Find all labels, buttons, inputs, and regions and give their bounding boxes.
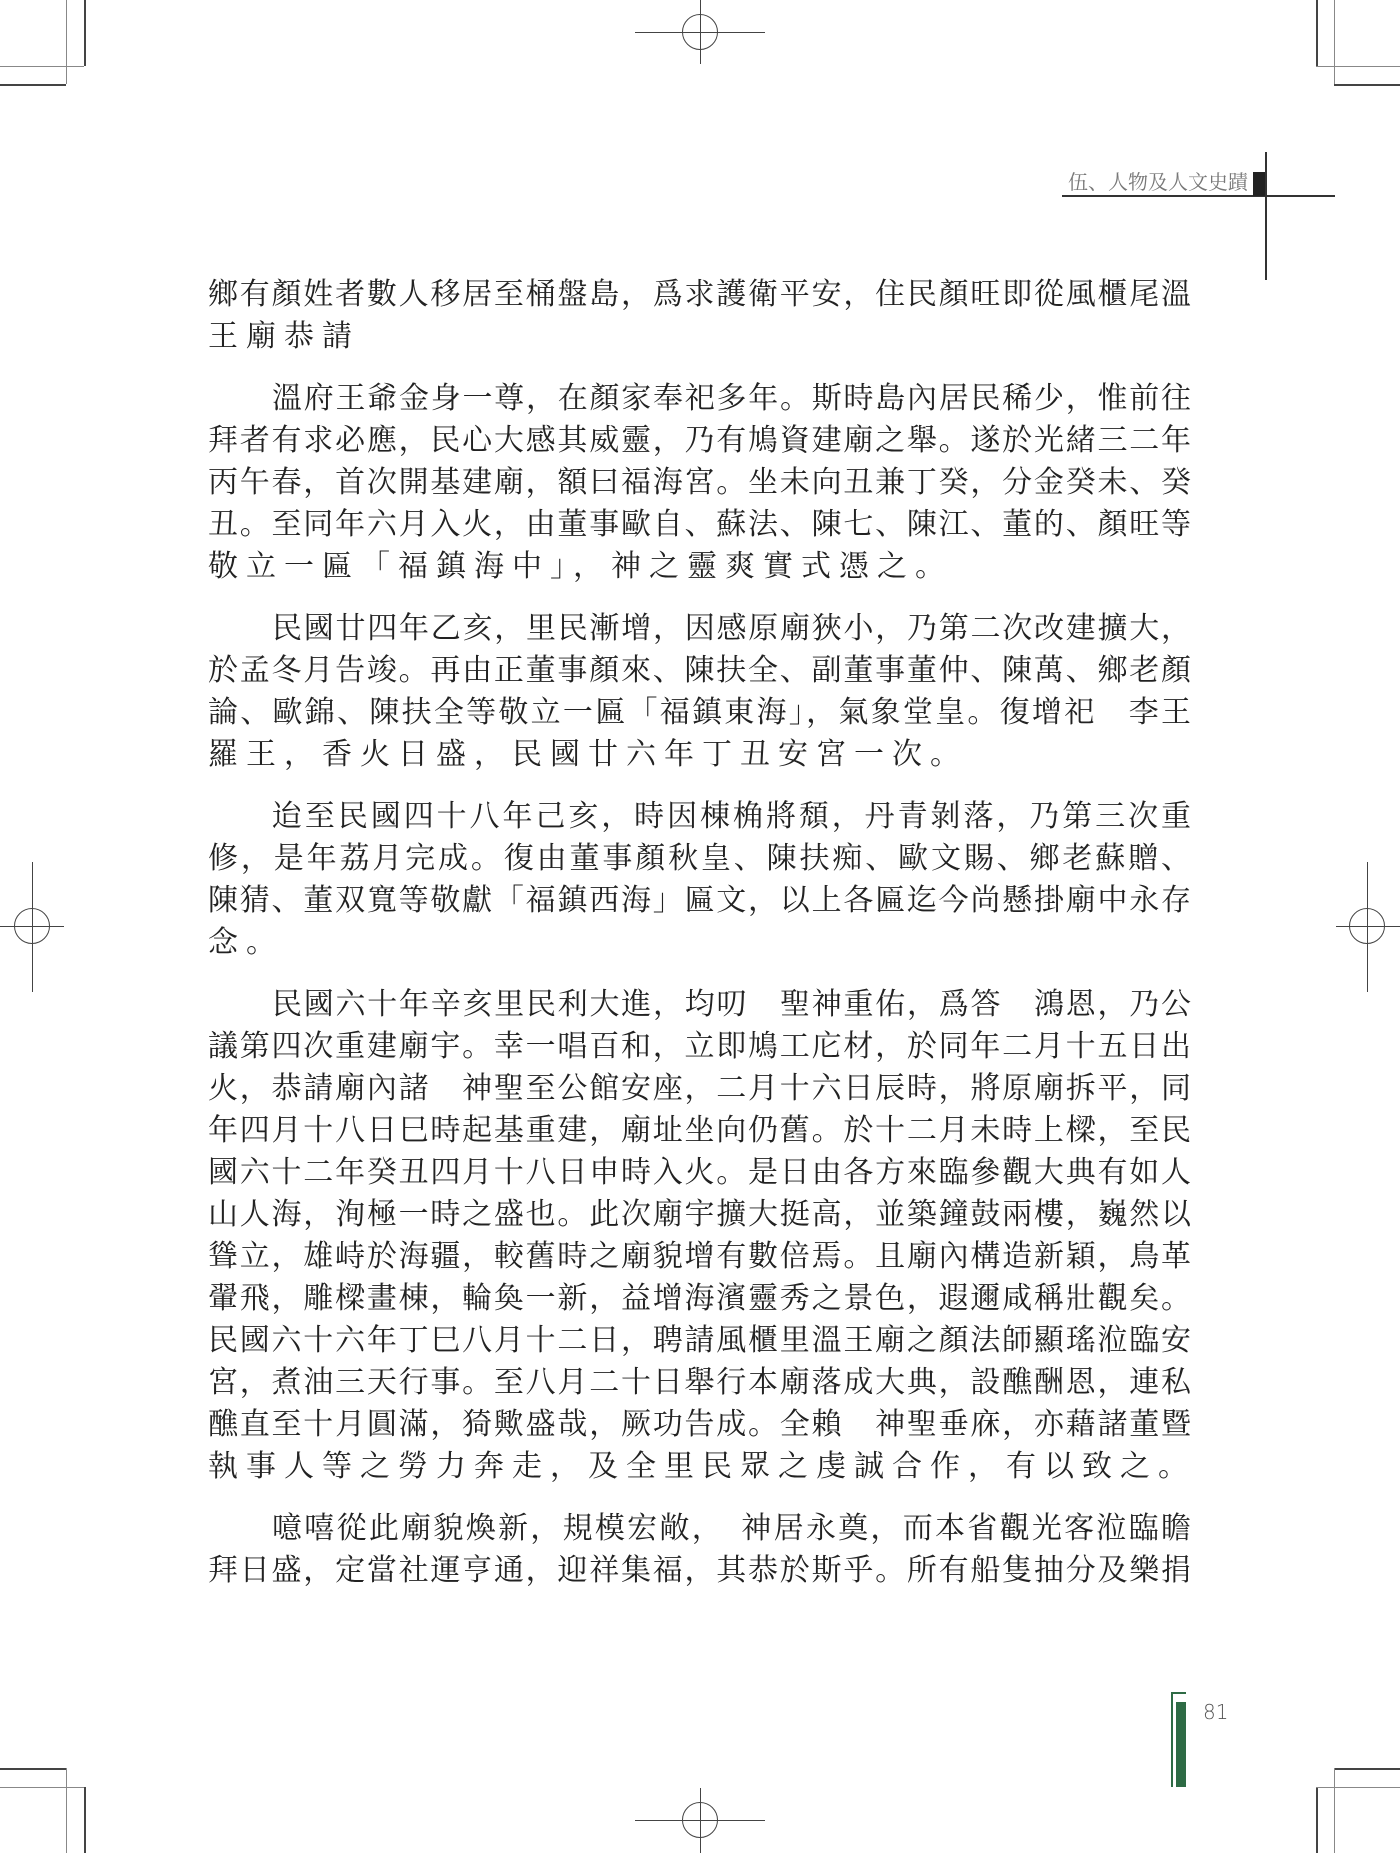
text-line: 聳立，雄峙於海疆，較舊時之廟貌增有數倍焉。且廟內構造新穎，鳥革 <box>208 1239 1192 1274</box>
registration-line <box>700 0 701 64</box>
page-number-bar <box>1176 1702 1186 1787</box>
text-line: 拜日盛，定當社運亨通，迎祥集福，其恭於斯乎。所有船隻抽分及樂捐 <box>208 1553 1192 1588</box>
text-line: 火，恭請廟內諸 神聖至公館安座，二月十六日辰時，將原廟拆平，同 <box>208 1071 1192 1106</box>
page-number: 81 <box>1203 1700 1229 1724</box>
text-line: 國六十二年癸丑四月十八日申時入火。是日由各方來臨參觀大典有如人 <box>208 1155 1192 1190</box>
registration-line <box>1336 926 1400 927</box>
text-line: 翬飛，雕樑畫棟，輪奐一新，益增海濱靈秀之景色，遐邇咸稱壯觀矣。 <box>208 1281 1192 1316</box>
crop-mark <box>0 84 66 86</box>
paragraph <box>208 378 1192 588</box>
crop-mark <box>1334 0 1335 84</box>
text-line: 王廟恭請 <box>208 319 360 354</box>
crop-mark <box>0 1787 84 1788</box>
text-line: 山人海，洵極一時之盛也。此次廟宇擴大挺高，並築鐘鼓兩樓，巍然以 <box>208 1197 1192 1232</box>
text-line: 溫府王爺金身一尊，在顏家奉祀多年。斯時島內居民稀少，惟前往 <box>272 381 1192 416</box>
text-line: 民國廿四年乙亥，里民漸增，因感原廟狹小，乃第二次改建擴大， <box>272 611 1192 646</box>
text-line: 議第四次重建廟宇。幸一唱百和，立即鳩工庀材，於同年二月十五日出 <box>208 1029 1192 1064</box>
crop-mark <box>66 0 67 84</box>
crop-mark <box>1334 1768 1400 1770</box>
text-line: 丙午春，首次開基建廟，額曰福海宮。坐未向丑兼丁癸，分金癸未、癸 <box>208 465 1192 500</box>
text-line: 念。 <box>208 925 284 960</box>
text-line: 宮，煮油三天行事。至八月二十日舉行本廟落成大典，設醮酬恩，連私 <box>208 1365 1192 1400</box>
page-number-rule-hook <box>1171 1692 1186 1694</box>
header-rule <box>1062 195 1335 197</box>
registration-line <box>1367 862 1368 992</box>
paragraph <box>208 796 1192 964</box>
text-line: 陳猜、董双寬等敬獻「福鎮西海」匾文，以上各匾迄今尚懸掛廟中永存 <box>208 883 1192 918</box>
text-line: 拜者有求必應，民心大感其威靈，乃有鳩資建廟之舉。遂於光緒三二年 <box>208 423 1192 458</box>
text-line: 修，是年荔月完成。復由董事顏秋皇、陳扶痴、歐文賜、鄉老蘇贈、 <box>208 841 1192 876</box>
paragraph <box>208 1508 1192 1592</box>
crop-mark <box>1334 1768 1335 1853</box>
crop-mark <box>1316 1787 1318 1853</box>
text-line: 民國六十年辛亥里民利大進，均叨 聖神重佑，爲答 鴻恩，乃公 <box>272 987 1192 1022</box>
header-vertical-rule <box>1265 152 1267 280</box>
section-header-title: 伍、人物及人文史蹟 <box>1068 170 1248 194</box>
text-line: 論、歐錦、陳扶全等敬立一匾「福鎮東海」，氣象堂皇。復增祀 李王 <box>208 695 1192 730</box>
crop-mark <box>1334 84 1400 86</box>
body-text <box>208 274 1196 1592</box>
text-line: 鄉有顏姓者數人移居至桶盤島，爲求護衛平安，住民顏旺即從風櫃尾溫 <box>208 277 1192 312</box>
paragraph <box>208 984 1196 1488</box>
text-line: 迨至民國四十八年己亥，時因棟桷將頹，丹青剝落，乃第三次重 <box>272 799 1192 834</box>
text-line: 年四月十八日巳時起基重建，廟址坐向仍舊。於十二月未時上樑，至民 <box>208 1113 1192 1148</box>
crop-mark <box>84 0 86 66</box>
text-line: 民國六十六年丁巳八月十二日，聘請風櫃里溫王廟之顏法師顯瑤涖臨安 <box>208 1323 1192 1358</box>
text-line: 羅王，香火日盛，民國廿六年丁丑安宮一次。 <box>208 737 968 772</box>
page-number-rule <box>1171 1692 1173 1787</box>
text-line: 執事人等之勞力奔走，及全里民眾之虔誠合作，有以致之。 <box>208 1449 1196 1484</box>
crop-mark <box>0 66 84 67</box>
text-line: 丑。至同年六月入火，由董事歐自、蘇法、陳七、陳江、董的、顏旺等 <box>208 507 1192 542</box>
text-line: 醮直至十月圓滿，猗歟盛哉，厥功告成。全賴 神聖垂庥，亦藉諸董暨 <box>208 1407 1192 1442</box>
crop-mark <box>0 1768 66 1770</box>
crop-mark <box>1316 66 1400 67</box>
crop-mark <box>1316 0 1318 66</box>
crop-mark <box>84 1787 86 1853</box>
crop-mark <box>1316 1787 1400 1788</box>
registration-line <box>700 1788 701 1853</box>
registration-line <box>32 862 33 992</box>
crop-mark <box>66 1768 67 1853</box>
paragraph <box>208 608 1192 776</box>
text-line: 噫嘻從此廟貌煥新，規模宏敞， 神居永奠，而本省觀光客涖臨瞻 <box>272 1511 1192 1546</box>
paragraph <box>208 274 1192 358</box>
text-line: 於孟冬月告竣。再由正董事顏來、陳扶全、副董事董仲、陳萬、鄉老顏 <box>208 653 1192 688</box>
text-line: 敬立一匾「福鎮海中」，神之靈爽實式憑之。 <box>208 549 953 584</box>
